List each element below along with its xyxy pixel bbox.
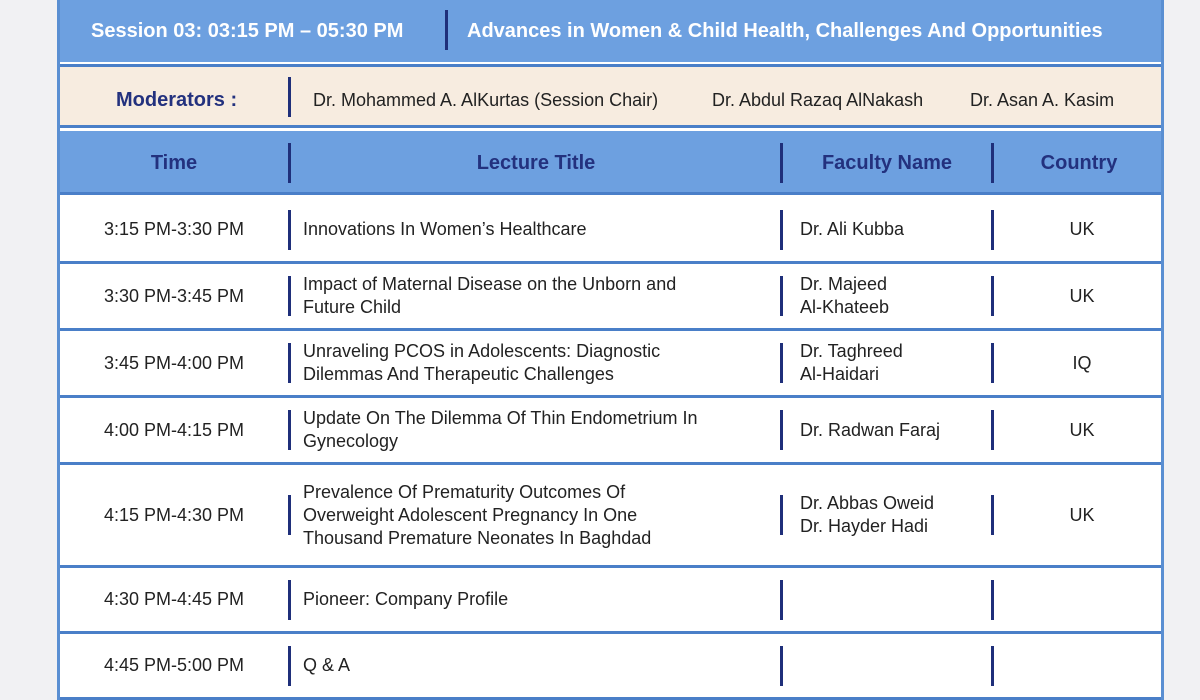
lecture-title-cell	[303, 398, 773, 462]
country-cell: UK	[1069, 419, 1095, 440]
divider	[780, 410, 783, 450]
faculty-name-line: Al-Khateeb	[800, 297, 890, 317]
header-time: Time	[150, 152, 198, 174]
lecture-title-cell	[303, 634, 773, 697]
divider	[780, 210, 783, 250]
table-row	[60, 198, 1161, 264]
divider	[780, 343, 783, 383]
divider	[991, 495, 994, 535]
session-header	[60, 0, 1161, 62]
time-cell: 4:00 PM-4:15 PM	[103, 419, 245, 440]
divider	[780, 580, 783, 620]
faculty-name-cell	[800, 198, 990, 261]
faculty-name-cell	[800, 465, 990, 565]
divider	[991, 210, 994, 250]
divider	[780, 276, 783, 316]
lecture-title-line: Pioneer: Company Profile	[303, 589, 509, 609]
faculty-name-line: Dr. Hayder Hadi	[800, 516, 929, 536]
faculty-name-cell	[800, 634, 990, 697]
lecture-title-cell	[303, 465, 773, 565]
divider	[445, 10, 448, 50]
moderator-name: Dr. Mohammed A. AlKurtas (Session Chair)	[313, 90, 659, 110]
lecture-title-line: Overweight Adolescent Pregnancy In One	[303, 504, 638, 525]
lecture-title-line: Prevalence Of Prematurity Outcomes Of	[303, 481, 626, 502]
country-cell: IQ	[1072, 352, 1092, 373]
divider	[288, 580, 291, 620]
faculty-name-line: Dr. Taghreed	[800, 341, 903, 361]
time-cell: 4:15 PM-4:30 PM	[103, 504, 245, 525]
divider	[780, 495, 783, 535]
faculty-name-line: Dr. Radwan Faraj	[800, 419, 941, 440]
header-country: Country	[1040, 152, 1118, 174]
header-lecture-title: Lecture Title	[476, 152, 596, 174]
lecture-title-line: Thousand Premature Neonates In Baghdad	[303, 527, 652, 548]
faculty-name-line: Dr. Abbas Oweid	[800, 493, 935, 513]
table-row	[60, 465, 1161, 568]
table-row	[60, 568, 1161, 634]
time-cell: 3:45 PM-4:00 PM	[103, 352, 245, 373]
session-title: Advances in Women & Child Health, Challenges And Opportunities	[467, 20, 1103, 42]
table-row	[60, 331, 1161, 398]
lecture-title-line: Impact of Maternal Disease on the Unborn and	[303, 274, 677, 294]
header-faculty-name: Faculty Name	[821, 152, 953, 174]
table-header	[60, 131, 1161, 195]
country-cell	[997, 568, 1167, 631]
divider	[288, 77, 291, 117]
lecture-title-cell	[303, 264, 773, 328]
time-cell: 4:30 PM-4:45 PM	[103, 589, 245, 609]
table-row	[60, 398, 1161, 465]
lecture-title-line: Dilemmas And Therapeutic Challenges	[303, 364, 614, 384]
country-cell: UK	[1069, 504, 1095, 525]
table-row	[60, 634, 1161, 700]
faculty-name-line: Dr. Ali Kubba	[800, 219, 905, 239]
faculty-name-line: Dr. Majeed	[800, 274, 888, 294]
lecture-title-cell	[303, 198, 773, 261]
faculty-name-line: Al-Haidari	[800, 364, 880, 384]
lecture-title-line: Unraveling PCOS in Adolescents: Diagnostic	[303, 341, 661, 361]
moderator-name: Dr. Abdul Razaq AlNakash	[712, 90, 924, 110]
divider	[288, 210, 291, 250]
divider	[991, 646, 994, 686]
lecture-title-line: Q & A	[303, 655, 351, 675]
divider	[288, 495, 291, 535]
divider	[991, 410, 994, 450]
moderators-bar	[60, 64, 1161, 128]
lecture-title-line: Update On The Dilemma Of Thin Endometrium In	[303, 408, 698, 428]
divider	[991, 580, 994, 620]
moderators-label: Moderators :	[116, 89, 238, 111]
faculty-name-cell	[800, 398, 990, 462]
lecture-title-cell	[303, 568, 773, 631]
lecture-title-line: Innovations In Women’s Healthcare	[303, 219, 587, 239]
country-cell	[997, 634, 1167, 697]
lecture-title-cell	[303, 331, 773, 395]
moderator-name: Dr. Asan A. Kasim	[970, 90, 1115, 110]
divider	[288, 276, 291, 316]
divider	[288, 410, 291, 450]
divider	[991, 276, 994, 316]
lecture-title-line: Future Child	[303, 297, 402, 317]
session-time: Session 03: 03:15 PM – 05:30 PM	[91, 20, 404, 42]
divider	[991, 343, 994, 383]
divider	[288, 343, 291, 383]
time-cell: 3:30 PM-3:45 PM	[103, 285, 245, 306]
session-panel	[57, 0, 1164, 700]
table-row	[60, 264, 1161, 331]
time-cell: 4:45 PM-5:00 PM	[103, 655, 245, 675]
faculty-name-cell	[800, 331, 990, 395]
country-cell: UK	[1069, 219, 1095, 239]
divider	[288, 646, 291, 686]
time-cell: 3:15 PM-3:30 PM	[103, 219, 245, 239]
lecture-title-line: Gynecology	[303, 431, 399, 451]
country-cell: UK	[1069, 285, 1095, 306]
faculty-name-cell	[800, 568, 990, 631]
divider	[780, 646, 783, 686]
faculty-name-cell	[800, 264, 990, 328]
